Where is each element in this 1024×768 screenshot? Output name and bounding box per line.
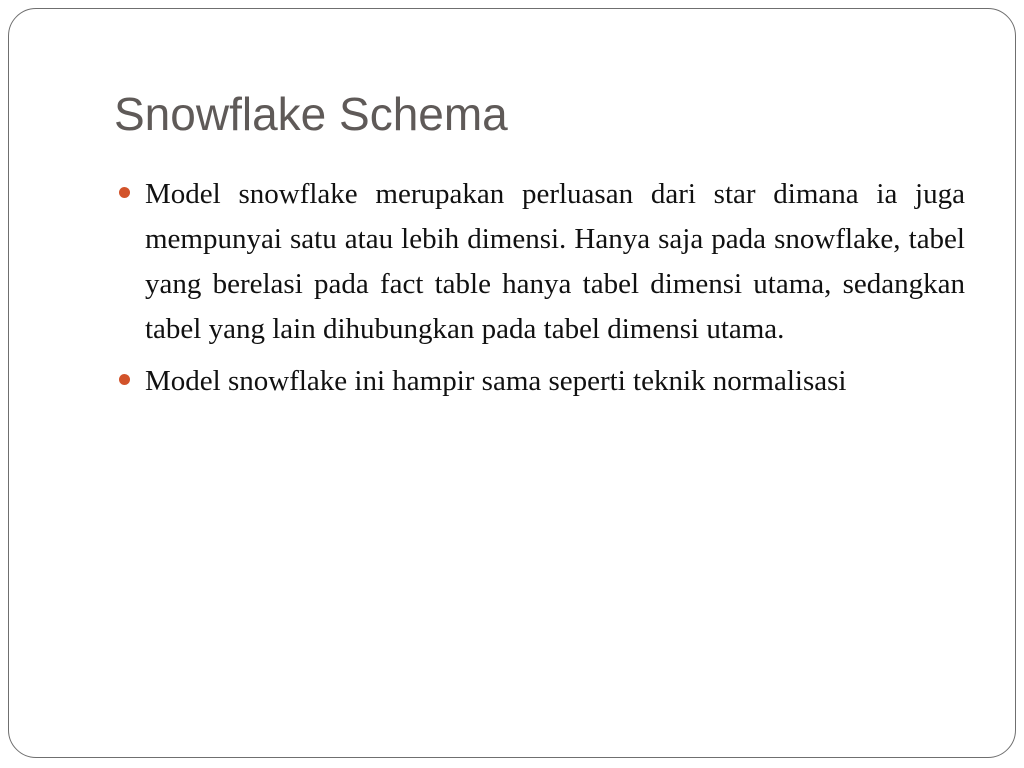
bullet-text: Model snowflake merupakan perluasan dari star dimana ia juga mempunyai satu atau lebih dimensi. Hanya saja pada snowflake, tabel yang berelasi pada fact table hanya tabel dimensi utama, sedangkan tabel yang lain dihubungkan pada tabel dimensi utama. bbox=[145, 178, 965, 345]
bullet-item bbox=[145, 359, 965, 404]
bullet-dot-icon bbox=[119, 187, 130, 198]
bullet-list bbox=[145, 172, 965, 411]
slide bbox=[8, 8, 1016, 758]
bullet-text: Model snowflake ini hampir sama seperti teknik normalisasi bbox=[145, 365, 847, 397]
slide-title: Snowflake Schema bbox=[114, 88, 508, 140]
bullet-item bbox=[145, 172, 965, 352]
bullet-dot-icon bbox=[119, 374, 130, 385]
